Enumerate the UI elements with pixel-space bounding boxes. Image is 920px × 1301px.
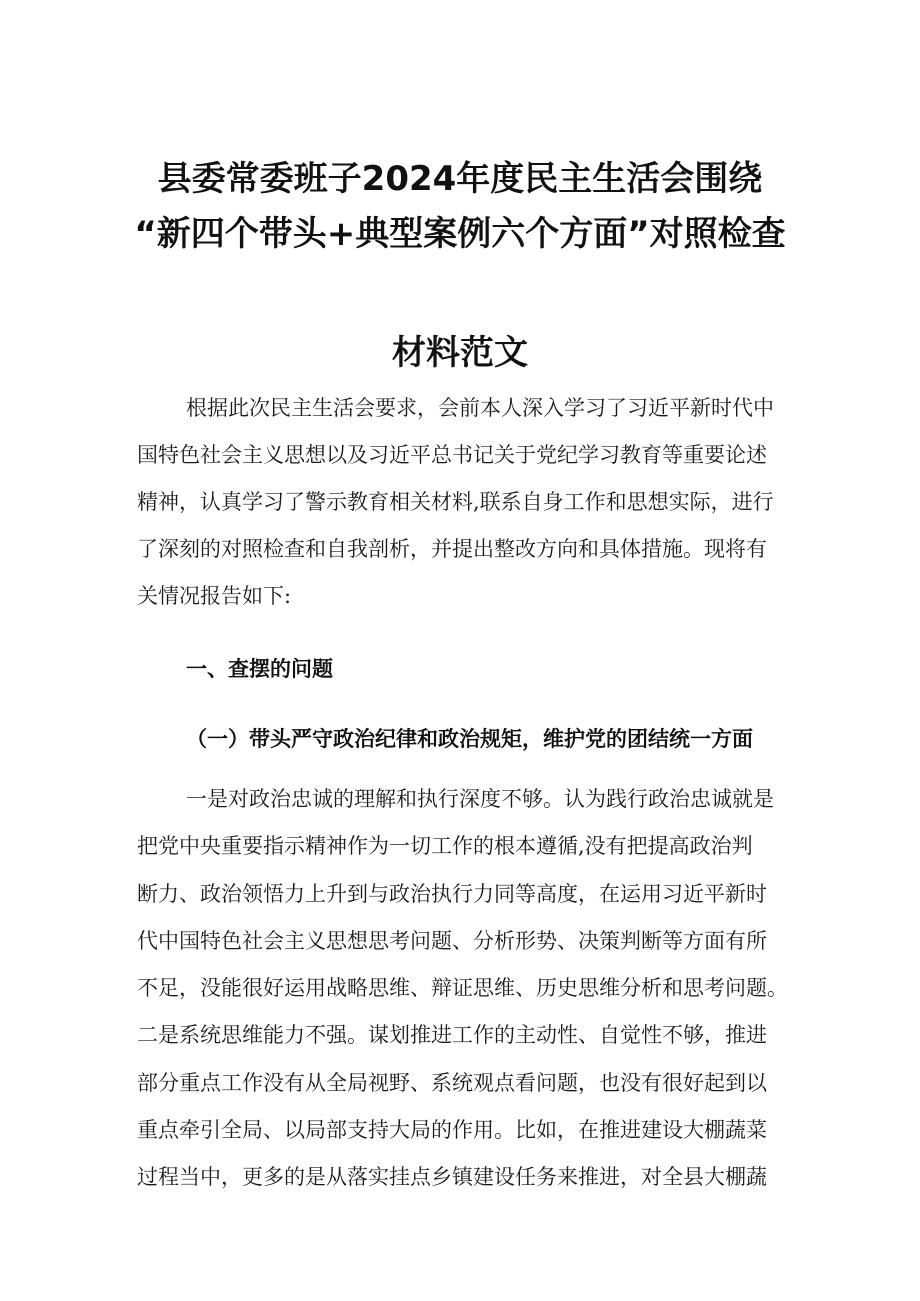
title-line-3: 材料范文	[392, 333, 528, 373]
section-heading: 一、查摆的问题	[186, 657, 333, 681]
title-line-1: 县委常委班子2024年度民主生活会围绕	[157, 159, 763, 199]
intro-line-1: 根据此次民主生活会要求，会前本人深入学习了习近平新时代中	[186, 396, 774, 420]
intro-line-2: 国特色社会主义思想以及习近平总书记关于党纪学习教育等重要论述	[137, 443, 767, 467]
subsection-heading: （一）带头严守政治纪律和政治规矩，维护党的团结统一方面	[186, 727, 753, 751]
body-line-3: 断力、政治领悟力上升到与政治执行力同等高度，在运用习近平新时	[137, 882, 767, 906]
body-line-8: 重点牵引全局、以局部支持大局的作用。比如，在推进建设大棚蔬菜	[137, 1118, 767, 1142]
intro-line-4: 了深刻的对照检查和自我剖析，并提出整改方向和具体措施。现将有	[137, 537, 767, 561]
body-line-2: 把党中央重要指示精神作为一切工作的根本遵循,没有把提高政治判	[137, 834, 753, 858]
body-line-6: 二是系统思维能力不强。谋划推进工作的主动性、自觉性不够，推进	[137, 1023, 767, 1047]
title-line-2: “新四个带头+典型案例六个方面”对照检查	[134, 214, 786, 254]
body-line-1: 一是对政治忠诚的理解和执行深度不够。认为践行政治忠诚就是	[186, 787, 774, 811]
intro-line-3: 精神，认真学习了警示教育相关材料,联系自身工作和思想实际，进行	[137, 490, 774, 514]
body-line-9: 过程当中，更多的是从落实挂点乡镇建设任务来推进，对全县大棚蔬	[137, 1165, 767, 1189]
intro-line-5: 关情况报告如下:	[137, 584, 292, 608]
body-line-7: 部分重点工作没有从全局视野、系统观点看问题，也没有很好起到以	[137, 1071, 767, 1095]
body-line-4: 代中国特色社会主义思想思考问题、分析形势、决策判断等方面有所	[137, 929, 767, 953]
body-line-5: 不足，没能很好运用战略思维、辩证思维、历史思维分析和思考问题。	[137, 976, 788, 1000]
